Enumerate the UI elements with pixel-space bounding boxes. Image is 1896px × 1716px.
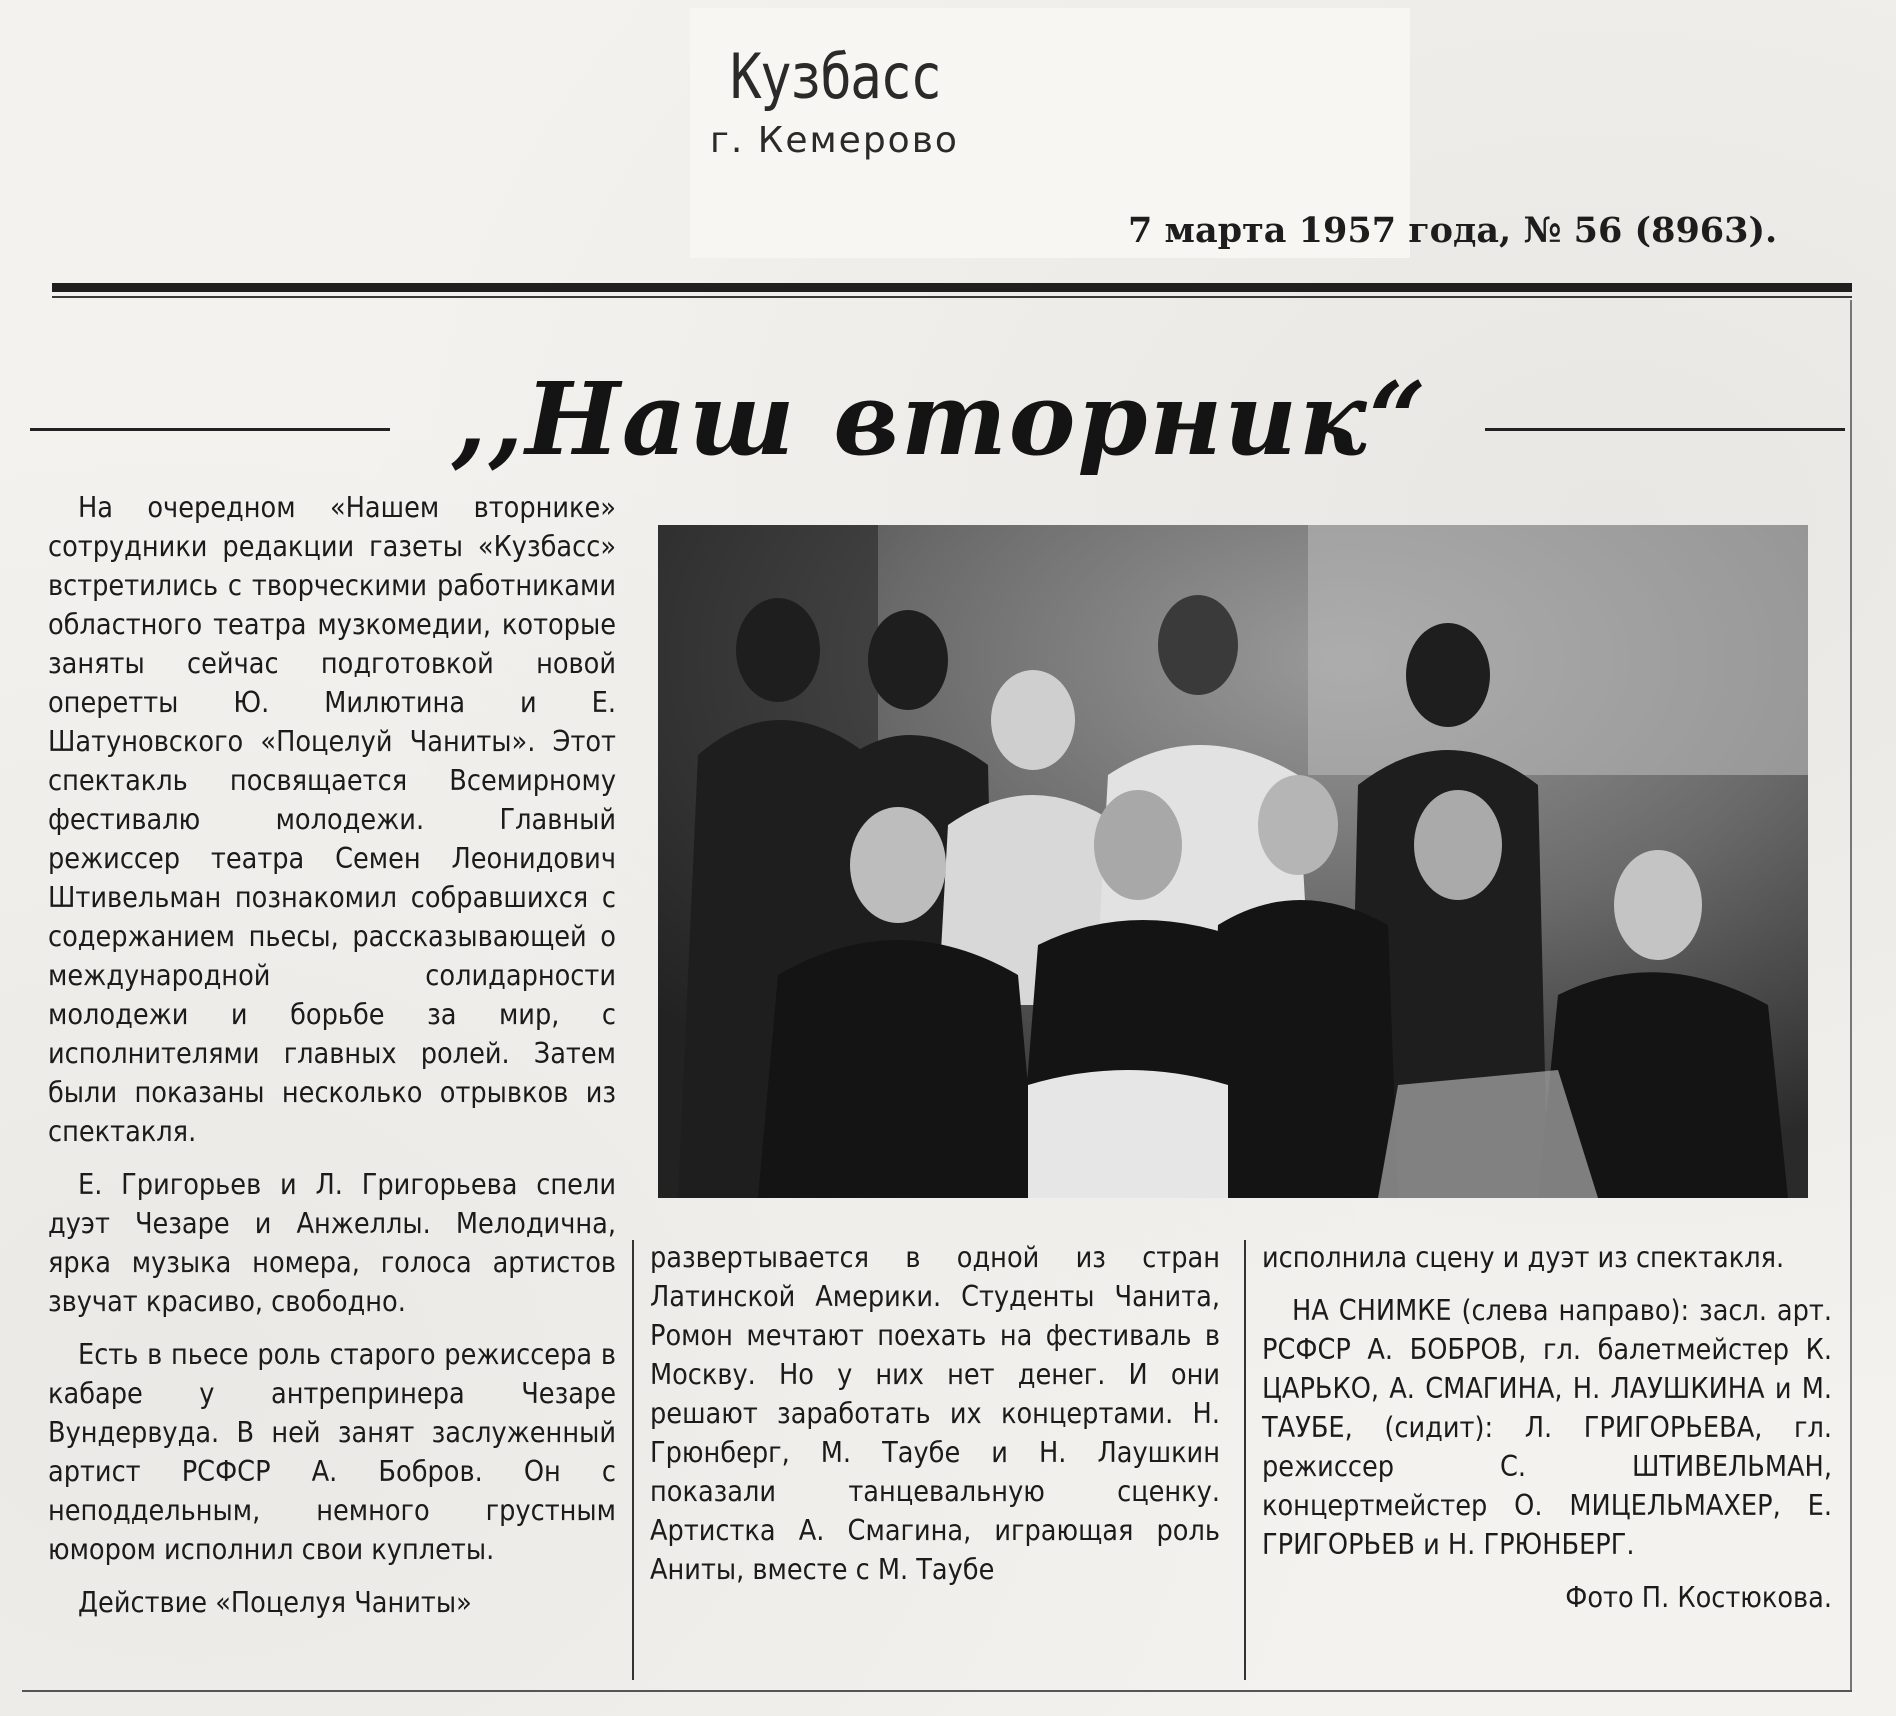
- article-column-1: [48, 488, 616, 1622]
- paragraph: Е. Григорьев и Л. Григорьева спели дуэт Чезаре и Анжеллы. Мелодична, ярка музыка номера, голоса артистов звучат красиво, свободно.: [48, 1168, 616, 1318]
- paragraph: На очередном «Нашем вторнике» сотрудники редакции газеты «Кузбасс» встретились с творческими работниками областного театра музкомедии, которые заняты сейчас подготовкой новой оперетты Ю. Милютина и Е. Шатуновского «Поцелуй Чаниты». Этот спектакль посвящается Всемирному фестивалю молодежи. Главный режиссер театра Семен Леонидович Штивельман познакомил собравшихся с содержанием пьесы, рассказывающей о международной солидарности молодежи и борьбе за мир, с исполнителями главных ролей. Затем были показаны несколько отрывков из спектакля.: [48, 491, 616, 1148]
- paragraph: развертывается в одной из стран Латинской Америки. Студенты Чанита, Ромон мечтают поехать на фестиваль в Москву. Но у них нет денег. И они решают заработать их концертами. Н. Грюнберг, М. Таубе и Н. Лаушкин показали танцевальную сценку. Артистка А. Смагина, играющая роль Аниты, вместе с М. Таубе: [650, 1241, 1220, 1586]
- paragraph: Есть в пьесе роль старого режиссера в кабаре у антрепринера Чезаре Вундервуда. В ней занят заслуженный артист РСФСР А. Бобров. Он с неподдельным, немного грустным юмором исполнил свои куплеты.: [48, 1338, 616, 1566]
- photo-credit: Фото П. Костюкова.: [1565, 1581, 1832, 1614]
- issue-date-line: 7 марта 1957 года, № 56 (8963).: [1128, 210, 1778, 251]
- column-divider: [1244, 1240, 1246, 1680]
- headline-rule-right: [1485, 428, 1845, 431]
- newspaper-stamp: Кузбасс: [730, 40, 941, 113]
- paragraph: Действие «Поцелуя Чаниты»: [78, 1586, 472, 1619]
- header-rule: [52, 283, 1852, 292]
- group-photo: [658, 525, 1808, 1198]
- article-headline: ,,Наш вторник“: [451, 360, 1429, 478]
- photo-caption: НА СНИМКЕ (слева направо): засл. арт. РСФСР А. БОБРОВ, гл. балетмейстер К. ЦАРЬКО, А. СМАГИНА, Н. ЛАУШКИНА и М. ТАУБЕ, (сидит): Л. ГРИГОРЬЕВА, гл. режиссер С. ШТИВЕЛЬМАН, концертмейстер О. МИЦЕЛЬМАХЕР, Е. ГРИГОРЬЕВ и Н. ГРЮНБЕРГ.: [1262, 1294, 1832, 1561]
- article-column-2: [650, 1238, 1220, 1589]
- clipping-border-right: [1850, 300, 1852, 1690]
- article-column-3: [1262, 1238, 1832, 1617]
- paragraph: исполнила сцену и дуэт из спектакля.: [1262, 1241, 1785, 1274]
- group-photo-icon: [658, 525, 1808, 1198]
- clipping-border-bottom: [22, 1690, 1852, 1692]
- header-rule-thin: [52, 296, 1852, 298]
- headline-rule-left: [30, 428, 390, 431]
- column-divider: [632, 1240, 634, 1680]
- city-stamp: г. Кемерово: [710, 120, 959, 161]
